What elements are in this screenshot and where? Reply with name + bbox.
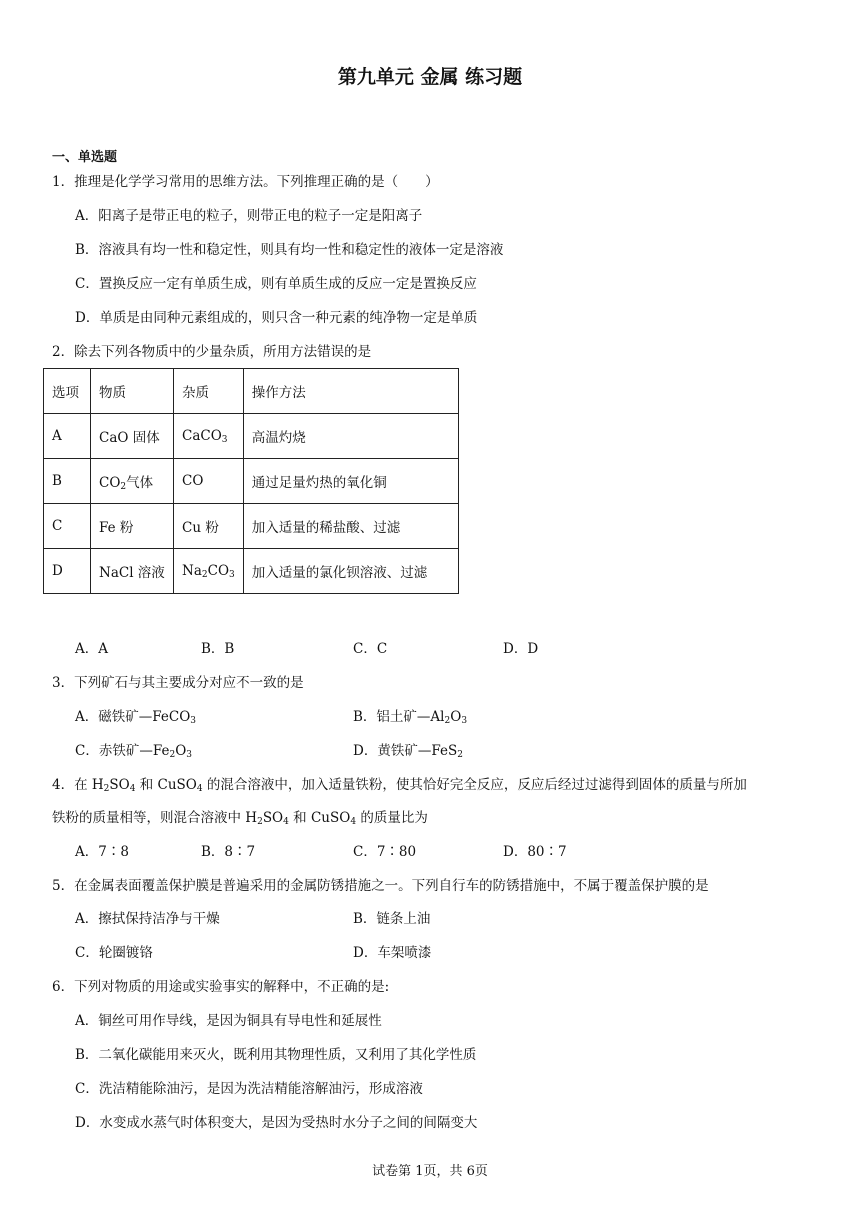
q3-option-c: C．赤铁矿$—Fe_2O_3$: [75, 743, 192, 760]
table-cell: CaCO$_3$: [174, 414, 244, 459]
table-row: [44, 549, 459, 594]
table-row: [44, 459, 459, 504]
table-row: [44, 414, 459, 459]
table-cell: D: [44, 549, 91, 594]
q4-option-a: A．7∶8: [75, 844, 129, 860]
q6-option-c: C．洗洁精能除油污，是因为洗洁精能溶解油污，形成溶液: [75, 1081, 423, 1097]
q5-option-c: C．轮圈镀铬: [75, 945, 153, 961]
q3-stem: 3．下列矿石与其主要成分对应不一致的是: [52, 675, 304, 691]
table-cell: 通过足量灼热的氧化铜: [243, 459, 458, 504]
table-cell: Fe 粉: [91, 504, 174, 549]
q4-option-c: C．7∶80: [353, 844, 417, 860]
table-cell: 加入适量的氯化钡溶液、过滤: [243, 549, 458, 594]
section-heading: 一、单选题: [52, 150, 118, 165]
q3-option-b: B．铝土矿$—Al_2O_3$: [353, 709, 468, 726]
page-footer: 试卷第 1页，共 6页: [372, 1164, 488, 1179]
q1-option-d: D．单质是由同种元素组成的，则只含一种元素的纯净物一定是单质: [75, 310, 478, 326]
table-header-cell: 物质: [91, 369, 174, 414]
q6-option-b: B．二氧化碳能用来灭火，既利用其物理性质，又利用了其化学性质: [75, 1047, 477, 1063]
q4-option-d: D．80∶7: [503, 844, 567, 860]
q4-option-b: B．8∶7: [201, 844, 256, 860]
q5-stem: 5．在金属表面覆盖保护膜是普遍采用的金属防锈措施之一。下列自行车的防锈措施中，不属于覆盖保护膜的是: [52, 878, 709, 894]
table-header-cell: 选项: [44, 369, 91, 414]
table-cell: A: [44, 414, 91, 459]
table-cell: C: [44, 504, 91, 549]
q6-option-d: D．水变成水蒸气时体积变大，是因为受热时水分子之间的间隔变大: [75, 1115, 478, 1131]
q2-table: [43, 368, 459, 594]
q5-option-a: A．擦拭保持洁净与干燥: [75, 911, 220, 927]
q3-option-a: A．磁铁矿—FeCO$_3$: [75, 709, 196, 726]
q1-option-b: B．溶液具有均一性和稳定性，则具有均一性和稳定性的液体一定是溶液: [75, 242, 504, 258]
table-cell: NaCl 溶液: [91, 549, 174, 594]
table-cell: $CO_2$气体: [91, 459, 174, 504]
q2-option-a: A．A: [75, 641, 108, 657]
table-row: [44, 504, 459, 549]
table-cell: CO: [174, 459, 244, 504]
q2-stem: 2．除去下列各物质中的少量杂质，所用方法错误的是: [52, 344, 372, 360]
q3-option-d: D．黄铁矿—FeS$_2$: [353, 743, 463, 760]
q2-option-d: D．D: [503, 641, 539, 657]
q1-stem: 1．推理是化学学习常用的思维方法。下列推理正确的是（ ）: [52, 174, 439, 190]
table-cell: 加入适量的稀盐酸、过滤: [243, 504, 458, 549]
q5-option-b: B．链条上油: [353, 911, 431, 927]
q5-option-d: D．车架喷漆: [353, 945, 432, 961]
table-cell: 高温灼烧: [243, 414, 458, 459]
q1-option-c: C．置换反应一定有单质生成，则有单质生成的反应一定是置换反应: [75, 276, 477, 292]
table-header-row: [44, 369, 459, 414]
q6-stem: 6．下列对物质的用途或实验事实的解释中，不正确的是:: [52, 979, 390, 995]
table-header-cell: 操作方法: [243, 369, 458, 414]
table-cell: CaO 固体: [91, 414, 174, 459]
q6-option-a: A．铜丝可用作导线，是因为铜具有导电性和延展性: [75, 1013, 382, 1029]
q2-option-c: C．C: [353, 641, 388, 657]
table-header-cell: 杂质: [174, 369, 244, 414]
table-cell: Cu 粉: [174, 504, 244, 549]
q2-option-b: B．B: [201, 641, 235, 657]
q4-stem-line2: 铁粉的质量相等，则混合溶液中 $H_2SO_4$ 和 CuSO$_4$ 的质量比为: [52, 810, 428, 827]
table-cell: B: [44, 459, 91, 504]
table-cell: $Na_2CO_3$: [174, 549, 244, 594]
q1-option-a: A．阳离子是带正电的粒子，则带正电的粒子一定是阳离子: [75, 208, 423, 224]
q4-stem-line1: 4．在 $H_2SO_4$ 和 CuSO$_4$ 的混合溶液中，加入适量铁粉，使其恰好完全反应，反应后经过过滤得到固体的质量与所加: [52, 777, 747, 794]
page-title: 第九单元 金属 练习题: [337, 66, 523, 88]
